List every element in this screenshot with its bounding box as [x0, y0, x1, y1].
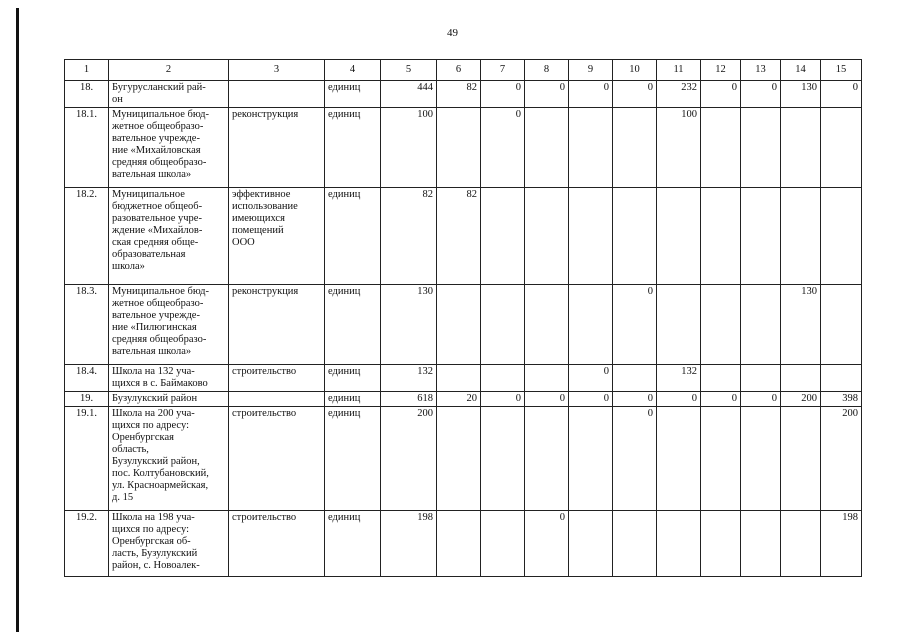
table-cell — [569, 407, 613, 511]
table-row — [65, 511, 862, 577]
table-cell: 0 — [821, 81, 862, 108]
table-cell — [781, 365, 821, 392]
table-cell — [437, 407, 481, 511]
table-cell: единиц — [325, 188, 381, 285]
table-cell — [741, 365, 781, 392]
table-cell: 19.2. — [65, 511, 109, 577]
table-cell — [437, 108, 481, 188]
table-row — [65, 81, 862, 108]
table-cell — [701, 285, 741, 365]
table-cell: 18.1. — [65, 108, 109, 188]
table-cell: 200 — [821, 407, 862, 511]
table-cell: 198 — [381, 511, 437, 577]
table-cell — [569, 108, 613, 188]
table-cell — [525, 285, 569, 365]
table-cell — [781, 188, 821, 285]
table-cell — [481, 188, 525, 285]
table-cell — [613, 511, 657, 577]
table-row — [65, 285, 862, 365]
table-cell: 0 — [569, 365, 613, 392]
table-cell — [569, 188, 613, 285]
table-cell — [781, 407, 821, 511]
table-cell: 0 — [569, 392, 613, 407]
table-row — [65, 365, 862, 392]
table-cell: 20 — [437, 392, 481, 407]
column-header-5: 5 — [381, 60, 437, 81]
table-cell: 82 — [381, 188, 437, 285]
data-table — [64, 59, 862, 577]
table-cell — [437, 365, 481, 392]
column-header-1: 1 — [65, 60, 109, 81]
table-cell: 232 — [657, 81, 701, 108]
table-cell: Бугурусланский рай- он — [109, 81, 229, 108]
table-cell: единиц — [325, 108, 381, 188]
table-cell: 200 — [381, 407, 437, 511]
table-cell — [525, 407, 569, 511]
table-cell — [701, 511, 741, 577]
table-cell — [481, 365, 525, 392]
table-cell — [481, 511, 525, 577]
table-cell: 100 — [381, 108, 437, 188]
table-cell: единиц — [325, 511, 381, 577]
table-cell: 82 — [437, 188, 481, 285]
column-header-7: 7 — [481, 60, 525, 81]
table-cell: 0 — [701, 392, 741, 407]
table-cell — [437, 511, 481, 577]
table-cell — [481, 407, 525, 511]
table-cell: эффективное использование имеющихся помещений ООО — [229, 188, 325, 285]
table-cell: 0 — [657, 392, 701, 407]
table-cell — [569, 511, 613, 577]
table-cell: 18. — [65, 81, 109, 108]
table-cell: Школа на 198 уча- щихся по адресу: Оренбургская об- ласть, Бузулукский район, с. Новоалек- — [109, 511, 229, 577]
table-cell — [741, 511, 781, 577]
table-cell: 19. — [65, 392, 109, 407]
table-cell: реконструкция — [229, 285, 325, 365]
table-cell — [613, 365, 657, 392]
table-cell: строительство — [229, 365, 325, 392]
column-header-13: 13 — [741, 60, 781, 81]
table-cell — [481, 285, 525, 365]
table-cell — [613, 188, 657, 285]
table-cell — [701, 365, 741, 392]
table-row — [65, 392, 862, 407]
table-cell — [229, 392, 325, 407]
column-header-9: 9 — [569, 60, 613, 81]
table-cell: 0 — [481, 108, 525, 188]
table-cell: единиц — [325, 392, 381, 407]
page-number: 49 — [447, 27, 458, 39]
table-cell — [657, 407, 701, 511]
table-cell — [657, 188, 701, 285]
column-header-14: 14 — [781, 60, 821, 81]
table-cell: 130 — [781, 285, 821, 365]
column-header-15: 15 — [821, 60, 862, 81]
table-cell — [525, 108, 569, 188]
column-header-12: 12 — [701, 60, 741, 81]
table-cell: 82 — [437, 81, 481, 108]
table-cell: Муниципальное бюд- жетное общеобразо- вательное учрежде- ние «Пилюгинская средняя общеобразо- вательная школа» — [109, 285, 229, 365]
table-cell: 0 — [741, 392, 781, 407]
table-cell — [781, 108, 821, 188]
column-header-2: 2 — [109, 60, 229, 81]
table-cell: единиц — [325, 365, 381, 392]
table-cell: 0 — [481, 81, 525, 108]
table-cell: единиц — [325, 407, 381, 511]
table-cell: Бузулукский район — [109, 392, 229, 407]
table-cell: строительство — [229, 511, 325, 577]
column-header-4: 4 — [325, 60, 381, 81]
table-cell: 18.3. — [65, 285, 109, 365]
table-cell — [701, 188, 741, 285]
table-cell: 0 — [701, 81, 741, 108]
table-cell: 18.4. — [65, 365, 109, 392]
table-cell: 0 — [613, 81, 657, 108]
table-cell — [741, 188, 781, 285]
table-cell — [701, 407, 741, 511]
table-cell: единиц — [325, 285, 381, 365]
column-header-8: 8 — [525, 60, 569, 81]
table-cell: 130 — [781, 81, 821, 108]
table-cell: Школа на 200 уча- щихся по адресу: Оренбургская область, Бузулукский район, пос. Колтубановский, ул. Красноармейская, д. 15 — [109, 407, 229, 511]
table-cell — [741, 285, 781, 365]
table-cell: 132 — [657, 365, 701, 392]
table-cell: 0 — [525, 81, 569, 108]
table-cell: строительство — [229, 407, 325, 511]
table-cell: 444 — [381, 81, 437, 108]
table-cell: реконструкция — [229, 108, 325, 188]
column-header-6: 6 — [437, 60, 481, 81]
table-cell: 200 — [781, 392, 821, 407]
scan-edge-bar — [16, 8, 19, 632]
table-cell: единиц — [325, 81, 381, 108]
table-cell — [701, 108, 741, 188]
table-row — [65, 407, 862, 511]
table-cell: 0 — [613, 407, 657, 511]
table-cell — [569, 285, 613, 365]
table-cell: 0 — [741, 81, 781, 108]
table-cell — [741, 407, 781, 511]
table-cell — [229, 81, 325, 108]
table-cell: 130 — [381, 285, 437, 365]
table-cell — [437, 285, 481, 365]
table-cell: 0 — [613, 392, 657, 407]
table-cell: 132 — [381, 365, 437, 392]
table-cell: 100 — [657, 108, 701, 188]
table-cell: 0 — [525, 392, 569, 407]
table-cell — [821, 108, 862, 188]
table-cell — [781, 511, 821, 577]
header-row — [65, 60, 862, 81]
table-cell — [821, 285, 862, 365]
table-cell — [821, 188, 862, 285]
table-cell: 0 — [613, 285, 657, 365]
table-cell — [657, 285, 701, 365]
table-row — [65, 108, 862, 188]
column-header-3: 3 — [229, 60, 325, 81]
table-cell: Школа на 132 уча- щихся в с. Баймаково — [109, 365, 229, 392]
column-header-11: 11 — [657, 60, 701, 81]
table-cell — [613, 108, 657, 188]
table-cell — [741, 108, 781, 188]
table-cell: 19.1. — [65, 407, 109, 511]
table-cell: 0 — [525, 511, 569, 577]
table-row — [65, 188, 862, 285]
table-cell: 0 — [481, 392, 525, 407]
table-cell: 0 — [569, 81, 613, 108]
table-cell: 18.2. — [65, 188, 109, 285]
table-cell: 198 — [821, 511, 862, 577]
column-header-10: 10 — [613, 60, 657, 81]
table-cell — [525, 188, 569, 285]
table-cell: Муниципальное бюджетное общеоб- разовательное учре- ждение «Михайлов- ская средняя обще- образовательная школа» — [109, 188, 229, 285]
table-cell: 398 — [821, 392, 862, 407]
table-cell — [657, 511, 701, 577]
table-cell — [525, 365, 569, 392]
table-cell — [821, 365, 862, 392]
table-cell: Муниципальное бюд- жетное общеобразо- вательное учрежде- ние «Михайловская средняя общеобразо- вательная школа» — [109, 108, 229, 188]
table-cell: 618 — [381, 392, 437, 407]
